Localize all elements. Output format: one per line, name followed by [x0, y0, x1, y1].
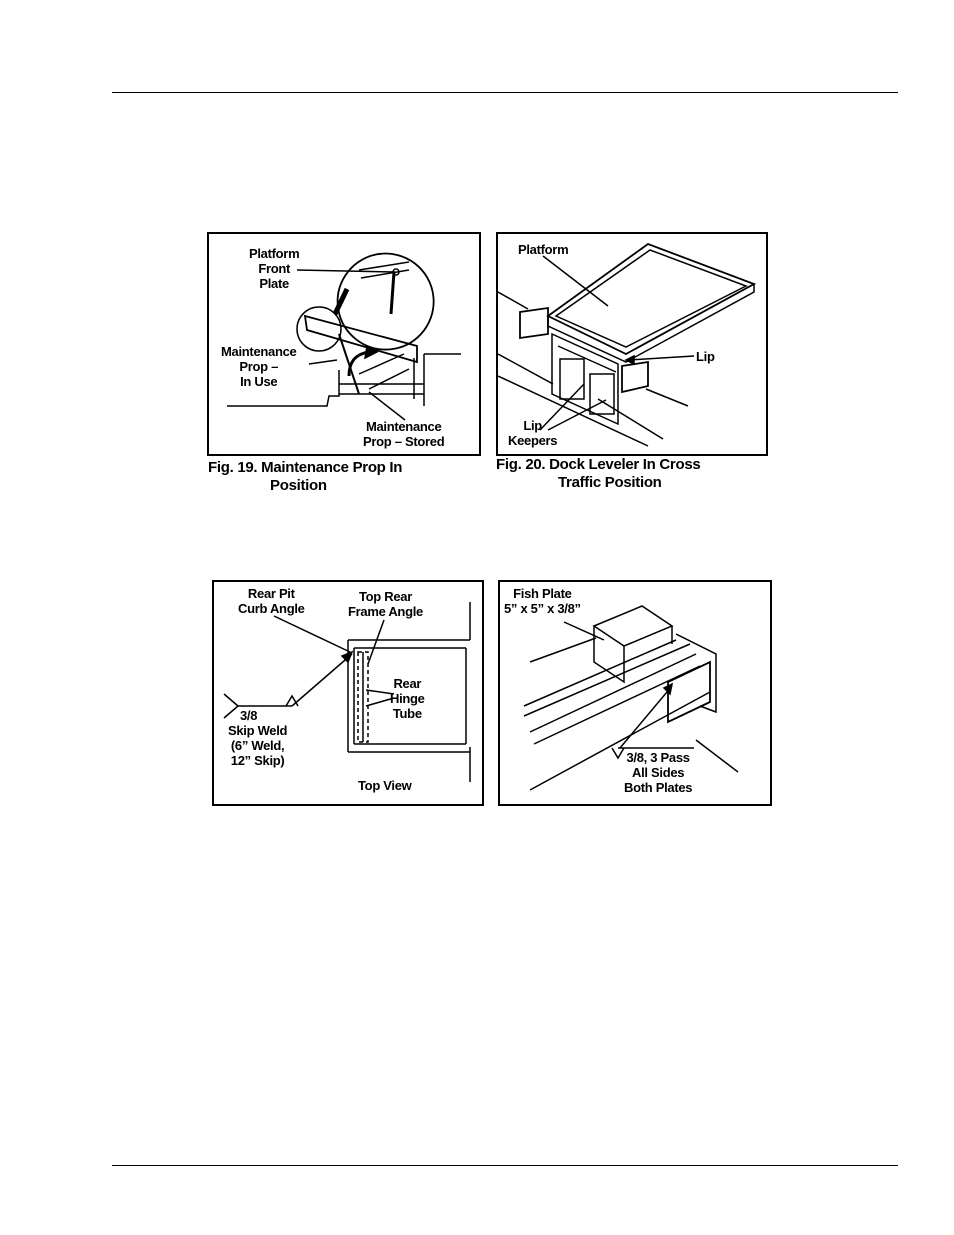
- figure-19-caption: [208, 459, 402, 495]
- label-line: 3/8: [240, 708, 258, 723]
- label-line: Hinge: [390, 691, 425, 706]
- label-rear-pit-curb-angle: [238, 586, 305, 616]
- figure-21-rear-hinge-top-view: [212, 580, 484, 806]
- label-line: Rear: [393, 676, 422, 691]
- label-line: Prop – Stored: [363, 434, 445, 449]
- figure-22-fish-plate: [498, 580, 772, 806]
- label-line: Prop –: [239, 359, 279, 374]
- header-rule: [112, 92, 898, 93]
- label-line: 3/8, 3 Pass: [626, 750, 690, 765]
- caption-line: Fig. 19. Maintenance Prop In: [208, 459, 403, 476]
- label-line: 5” x 5” x 3/8”: [504, 601, 581, 616]
- label-skip-weld: [228, 708, 287, 768]
- label-line: In Use: [240, 374, 278, 389]
- label-platform: Platform: [518, 242, 569, 257]
- label-line: (6” Weld,: [230, 738, 285, 753]
- label-line: Top Rear: [358, 589, 412, 604]
- footer-rule: [112, 1165, 898, 1166]
- label-line: Both Plates: [624, 780, 693, 795]
- label-line: Plate: [259, 276, 289, 291]
- label-weld-spec: [624, 750, 692, 795]
- caption-line: Traffic Position: [558, 474, 662, 491]
- label-line: Skip Weld: [228, 723, 288, 738]
- label-lip-keepers: [508, 418, 557, 448]
- label-line: Maintenance: [365, 419, 442, 434]
- label-prop-stored: [363, 419, 444, 449]
- label-line: Fish Plate: [513, 586, 572, 601]
- label-top-rear-frame-angle: [348, 589, 423, 619]
- label-line: Rear Pit: [247, 586, 295, 601]
- figure-19-maintenance-prop: [207, 232, 481, 456]
- figure-20-caption: [496, 456, 700, 492]
- label-line: Lip: [523, 418, 542, 433]
- label-line: Tube: [392, 706, 422, 721]
- label-line: Platform: [249, 246, 300, 261]
- label-line: Curb Angle: [238, 601, 305, 616]
- label-line: Keepers: [508, 433, 558, 448]
- caption-line: Position: [270, 477, 327, 494]
- label-top-view: Top View: [358, 778, 412, 793]
- label-prop-in-use: [221, 344, 296, 389]
- label-line: Frame Angle: [348, 604, 423, 619]
- label-rear-hinge-tube: [390, 676, 425, 721]
- label-line: Front: [258, 261, 291, 276]
- label-fish-plate: [504, 586, 581, 616]
- caption-line: Fig. 20. Dock Leveler In Cross: [496, 456, 701, 473]
- label-lip: Lip: [696, 349, 715, 364]
- label-line: 12” Skip): [230, 753, 285, 768]
- label-line: Maintenance: [221, 344, 297, 359]
- label-line: All Sides: [632, 765, 685, 780]
- figure-20-cross-traffic: [496, 232, 768, 456]
- label-platform-front-plate: [249, 246, 299, 291]
